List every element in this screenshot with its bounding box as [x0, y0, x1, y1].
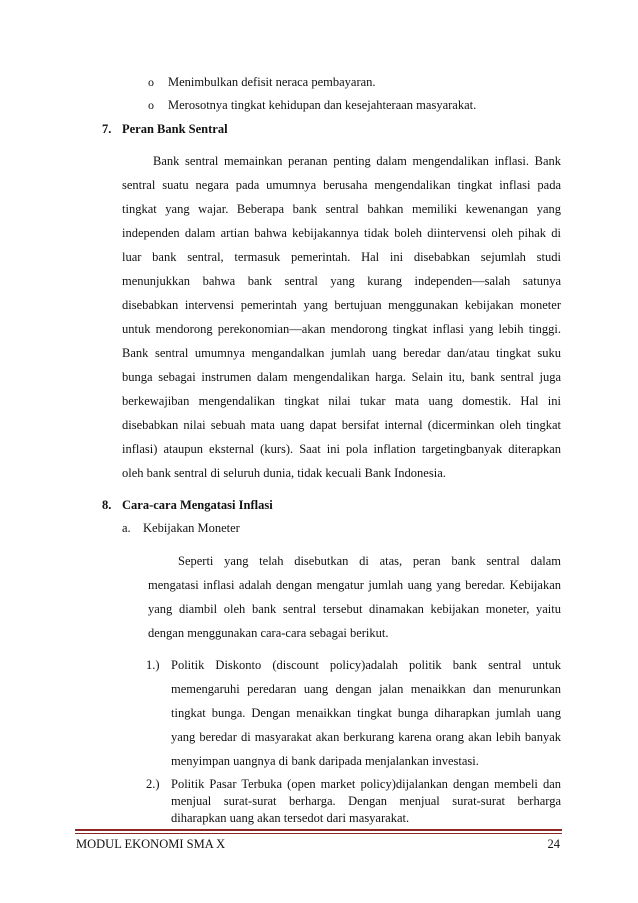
paragraph-line: sentral suatu negara pada umumnya berusaha mengendalikan tingkat inflasi pada — [122, 178, 561, 192]
section-number: 7. — [102, 122, 112, 136]
list-item-line: Politik Diskonto (discount policy)adalah politik bank sentral untuk — [171, 658, 561, 672]
paragraph-line: Bank sentral memainkan peranan penting dalam mengendalikan inflasi. Bank — [153, 154, 561, 168]
list-item-line: memengaruhi peredaran uang dengan jalan menaikkan dan menurunkan — [171, 682, 561, 696]
list-item-line: tingkat bunga. Dengan menaikkan tingkat bunga diharapkan jumlah uang — [171, 706, 561, 720]
list-item-line: menyimpan uangnya di bank daripada menjalankan investasi. — [171, 754, 479, 768]
paragraph-line: tingkat yang wajar. Beberapa bank sentral bahkan memiliki kewenangan yang — [122, 202, 561, 216]
section-title: Peran Bank Sentral — [122, 122, 228, 136]
footer-title: MODUL EKONOMI SMA X — [76, 837, 226, 851]
list-item-line: Politik Pasar Terbuka (open market policy)dijalankan dengan membeli dan — [171, 777, 561, 791]
bullet-marker: o — [148, 75, 154, 89]
paragraph-line: untuk mendorong perekonomian—akan mendorong tingkat inflasi yang lebih tinggi. — [122, 322, 561, 336]
section-title: Cara-cara Mengatasi Inflasi — [122, 498, 273, 512]
bullet-marker: o — [148, 98, 154, 112]
page-number: 24 — [547, 837, 560, 851]
list-item-line: menjual surat-surat berharga. Dengan menjual surat-surat berharga — [171, 794, 561, 808]
subsection-title: Kebijakan Moneter — [143, 521, 240, 535]
paragraph-line: dengan menggunakan cara-cara sebagai berikut. — [148, 626, 389, 640]
paragraph-line: independen dalam artian bahwa kebijakannya tidak boleh diintervensi oleh pihak di — [122, 226, 561, 240]
footer-rule — [75, 829, 562, 831]
paragraph-line: bunga sebagai instrumen dalam mengendalikan harga. Selain itu, bank sentral juga — [122, 370, 561, 384]
subsection-label: a. — [122, 521, 131, 535]
paragraph-line: Bank sentral umumnya mengandalkan jumlah uang beredar dan/atau tingkat suku — [122, 346, 561, 360]
section-number: 8. — [102, 498, 112, 512]
paragraph-line: yang diambil oleh bank sentral tersebut dinamakan kebijakan moneter, yaitu — [148, 602, 561, 616]
footer-rule-thin — [75, 833, 562, 834]
list-item-line: diharapkan uang akan tersedot dari masyarakat. — [171, 811, 410, 825]
paragraph-line: mengatasi inflasi adalah dengan mengatur jumlah uang yang beredar. Kebijakan — [148, 578, 561, 592]
paragraph-line: Seperti yang telah disebutkan di atas, peran bank sentral dalam — [178, 554, 561, 568]
paragraph-line: inflasi) ataupun eksternal (kurs). Saat ini pola inflation targetingbanyak diterapkan — [122, 442, 561, 456]
list-item-number: 1.) — [146, 658, 160, 672]
bullet-text: Merosotnya tingkat kehidupan dan kesejahteraan masyarakat. — [168, 98, 477, 112]
paragraph-line: luar bank sentral, termasuk pemerintah. Hal ini disebabkan sejumlah studi — [122, 250, 561, 264]
paragraph-line: berkewajiban mengendalikan tingkat nilai tukar mata uang domestik. Hal ini — [122, 394, 561, 408]
paragraph-line: menunjukkan bahwa bank sentral yang kurang independen—salah satunya — [122, 274, 561, 288]
list-item-line: yang beredar di masyarakat akan berkurang karena orang akan lebih banyak — [171, 730, 561, 744]
paragraph-line: oleh bank sentral di seluruh dunia, tidak kecuali Bank Indonesia. — [122, 466, 446, 480]
list-item-number: 2.) — [146, 777, 160, 791]
paragraph-line: disebabkan nilai sebuah mata uang dapat bersifat internal (dicerminkan oleh tingkat — [122, 418, 561, 432]
paragraph-line: disebabkan intervensi pemerintah yang bertujuan menggunakan kebijakan moneter — [122, 298, 561, 312]
bullet-text: Menimbulkan defisit neraca pembayaran. — [168, 75, 376, 89]
